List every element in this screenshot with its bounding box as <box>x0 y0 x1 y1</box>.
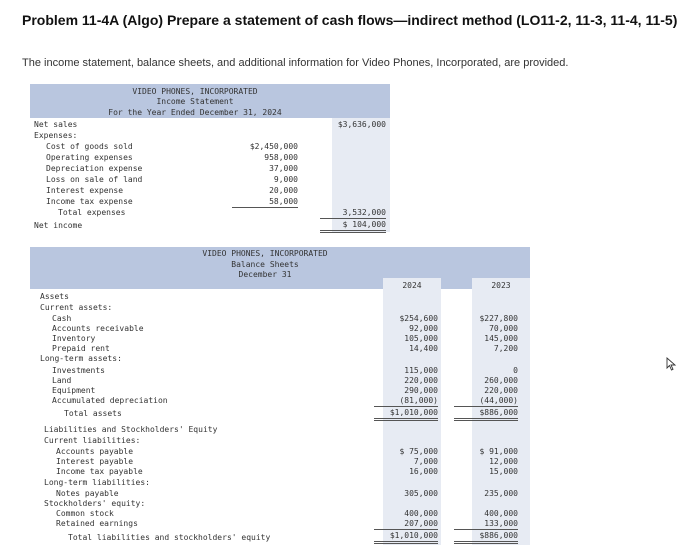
is-expense-label: Loss on sale of land <box>46 175 143 184</box>
is-statement-name: Income Statement <box>156 97 234 106</box>
bs-row-2023: $ 91,000 <box>479 447 518 456</box>
bs-row-2023: 400,000 <box>484 509 518 518</box>
bs-row-2024: 14,400 <box>409 344 438 353</box>
is-total-expenses-value: 3,532,000 <box>320 208 386 219</box>
is-net-sales-value: $3,636,000 <box>337 120 386 129</box>
bs-row-2023: 133,000 <box>454 519 518 530</box>
bs-liab-equity-heading: Liabilities and Stockholders' Equity <box>44 425 218 434</box>
bs-long-term-assets-heading: Long-term assets: <box>40 354 122 363</box>
is-expense-value: 9,000 <box>273 175 298 184</box>
bs-row-label: Inventory <box>52 334 96 343</box>
bs-row-label: Accounts receivable <box>52 324 144 333</box>
is-expense-label: Operating expenses <box>46 153 133 162</box>
bs-assets-heading: Assets <box>40 292 69 301</box>
is-expense-label: Income tax expense <box>46 197 133 206</box>
bs-row-label: Retained earnings <box>56 519 138 528</box>
is-expense-value: 37,000 <box>269 164 298 173</box>
bs-row-label: Equipment <box>52 386 96 395</box>
bs-current-assets-heading: Current assets: <box>40 303 113 312</box>
bs-row-2023: 0 <box>513 366 518 375</box>
bs-row-2023: $227,800 <box>479 314 518 323</box>
bs-row-2023: 220,000 <box>484 386 518 395</box>
is-expense-value: 958,000 <box>264 153 298 162</box>
bs-total-assets-label: Total assets <box>64 409 122 418</box>
is-company: VIDEO PHONES, INCORPORATED <box>132 87 258 96</box>
bs-row-2023: 235,000 <box>484 489 518 498</box>
bs-equity-heading: Stockholders' equity: <box>44 499 146 508</box>
bs-column-2023: 2023 <box>491 281 511 290</box>
bs-row-2024: 92,000 <box>409 324 438 333</box>
is-net-income-value: $ 104,000 <box>320 220 386 233</box>
bs-row-label: Income tax payable <box>56 467 143 476</box>
bs-total-assets-2023: $886,000 <box>454 408 518 421</box>
bs-long-term-liabilities-heading: Long-term liabilities: <box>44 478 150 487</box>
bs-row-label: Investments <box>52 366 105 375</box>
bs-row-label: Prepaid rent <box>52 344 110 353</box>
is-expense-label: Interest expense <box>46 186 124 195</box>
bs-row-2024: 16,000 <box>409 467 438 476</box>
bs-row-2024: 7,000 <box>413 457 438 466</box>
bs-row-2023: 12,000 <box>489 457 518 466</box>
bs-row-2024: 290,000 <box>404 386 438 395</box>
bs-row-2024: 400,000 <box>404 509 438 518</box>
bs-company: VIDEO PHONES, INCORPORATED <box>202 249 328 258</box>
bs-row-2024: 220,000 <box>404 376 438 385</box>
bs-date: December 31 <box>238 270 292 279</box>
bs-row-label: Interest payable <box>56 457 134 466</box>
bs-row-label: Common stock <box>56 509 114 518</box>
is-expenses-label: Expenses: <box>34 131 78 140</box>
bs-row-label: Accumulated depreciation <box>52 396 168 405</box>
bs-row-2023: (44,000) <box>454 396 518 407</box>
bs-row-2024: 105,000 <box>404 334 438 343</box>
bs-row-2023: 145,000 <box>484 334 518 343</box>
is-net-income-label: Net income <box>34 221 83 230</box>
bs-row-2024: 207,000 <box>374 519 438 530</box>
bs-column-2024: 2024 <box>402 281 422 290</box>
bs-row-2023: 7,200 <box>493 344 518 353</box>
is-period: For the Year Ended December 31, 2024 <box>108 108 282 117</box>
bs-row-label: Land <box>52 376 72 385</box>
bs-row-2024: 115,000 <box>404 366 438 375</box>
bs-row-label: Notes payable <box>56 489 119 498</box>
bs-row-2023: 70,000 <box>489 324 518 333</box>
problem-title: Problem 11-4A (Algo) Prepare a statement of cash flows—indirect method (LO11-2, 11-3, 11-4, 11-5) <box>22 12 678 28</box>
bs-current-liabilities-heading: Current liabilities: <box>44 436 141 445</box>
is-net-sales-label: Net sales <box>34 120 78 129</box>
is-expense-label: Cost of goods sold <box>46 142 133 151</box>
bs-total-assets-2024: $1,010,000 <box>374 408 438 421</box>
is-total-expenses-label: Total expenses <box>58 208 126 217</box>
is-expense-label: Depreciation expense <box>46 164 143 173</box>
mouse-pointer-icon <box>666 357 678 371</box>
bs-total-le-label: Total liabilities and stockholders' equity <box>68 533 271 542</box>
bs-row-2023: 15,000 <box>489 467 518 476</box>
is-expense-value: 20,000 <box>269 186 298 195</box>
bs-row-label: Cash <box>52 314 72 323</box>
bs-row-2024: $254,600 <box>399 314 438 323</box>
bs-row-2024: 305,000 <box>404 489 438 498</box>
problem-intro: The income statement, balance sheets, and additional information for Video Phones, Incorporated, are provided. <box>22 57 569 69</box>
is-expense-value: 58,000 <box>232 197 298 208</box>
is-expense-value: $2,450,000 <box>249 142 298 151</box>
bs-statement-name: Balance Sheets <box>231 260 299 269</box>
bs-row-label: Accounts payable <box>56 447 134 456</box>
bs-row-2024: $ 75,000 <box>399 447 438 456</box>
bs-total-le-2024: $1,010,000 <box>374 531 438 544</box>
bs-row-2023: 260,000 <box>484 376 518 385</box>
bs-row-2024: (81,000) <box>374 396 438 407</box>
bs-total-le-2023: $886,000 <box>454 531 518 544</box>
